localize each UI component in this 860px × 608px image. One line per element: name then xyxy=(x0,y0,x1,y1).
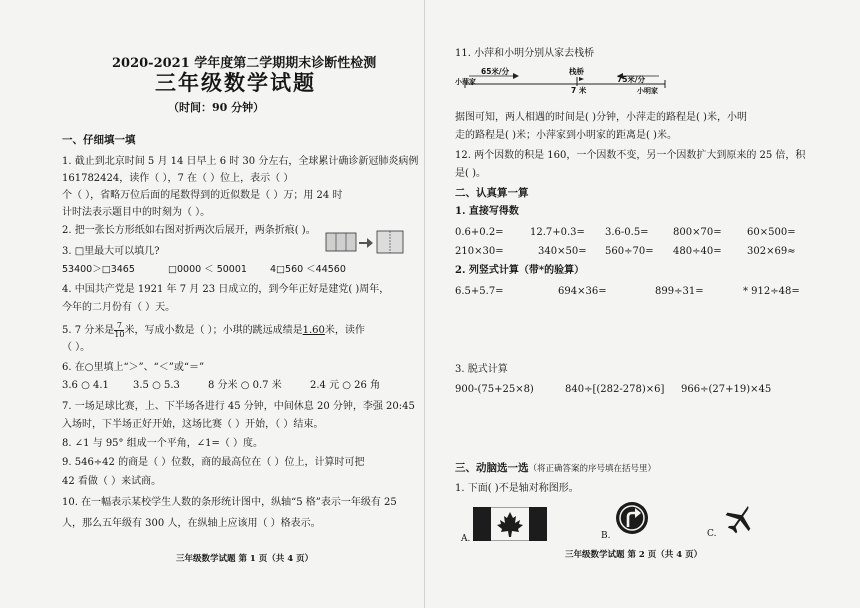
calc-r1-3: 800×70= xyxy=(673,227,722,238)
q2-text: 2. 把一张长方形纸如右图对折两次后展开，两条折痕( )。 xyxy=(62,225,316,236)
vertical-calc-2: 899÷31= xyxy=(655,286,704,297)
exam-header: 2020-2021 学年度第二学期期末诊断性检测 xyxy=(112,56,377,71)
sub2-heading: 2. 列竖式计算（带*的验算） xyxy=(455,265,585,276)
section1-heading: 一、仔细填一填 xyxy=(62,134,136,146)
left-footer: 三年级数学试题 第 1 页（共 4 页） xyxy=(176,554,314,564)
step-calc-2: 966÷(27+19)×45 xyxy=(681,384,772,395)
q9-line1: 9. 546÷42 的商是（ ）位数，商的最高位在（ ）位上，计算时可把 xyxy=(62,457,365,468)
time-note: （时间：90 分钟） xyxy=(168,101,265,114)
q5-jump-value: 1.60 xyxy=(302,325,325,336)
choice-q1: 1. 下面( )不是轴对称图形。 xyxy=(455,483,579,494)
q11-text: 11. 小萍和小明分别从家去栈桥 xyxy=(455,48,595,59)
q1-line2: 161782424，读作（ ），7 在（ ）位上，表示（ ） xyxy=(62,173,294,184)
fraction-numerator: 7 xyxy=(114,322,124,331)
q1-line1: 1. 截止到北京时间 5 月 14 日早上 6 时 30 分左右，全球累计确诊新冠肺炎病例 xyxy=(62,156,419,167)
vertical-calc-1: 694×36= xyxy=(558,286,607,297)
sub3-heading: 3. 脱式计算 xyxy=(455,364,508,375)
q6-item-c: 8 分米 ○ 0.7 米 xyxy=(208,380,282,391)
q5-end: 米，读作 xyxy=(324,325,365,336)
step-calc-0: 900-(75+25×8) xyxy=(455,384,534,395)
home-right-label: 小明家 xyxy=(637,87,658,95)
calc-r1-1: 12.7+0.3= xyxy=(530,227,585,238)
q10-line2: 人，那么五年级有 300 人，在纵轴上应该用（ ）格表示。 xyxy=(62,518,321,529)
calc-r1-4: 60×500= xyxy=(747,227,796,238)
bridge-label: 栈桥 xyxy=(569,67,584,76)
exam-title: 三年级数学试题 xyxy=(155,70,316,95)
q4-line1: 4. 中国共产党是 1921 年 7 月 23 日成立的，到今年正好是建党( )周年， xyxy=(62,284,390,295)
q3-item-c: 4□560 ＜44560 xyxy=(270,264,346,275)
calc-r2-0: 210×30= xyxy=(455,246,504,257)
q6-text: 6. 在○里填上“＞”、“＜”或“＝” xyxy=(62,362,205,373)
calc-r2-1: 340×50= xyxy=(538,246,587,257)
q3-text: 3. □里最大可以填几? xyxy=(62,246,160,257)
fraction-denominator: 10 xyxy=(114,330,125,339)
fraction-7-10 xyxy=(114,322,124,339)
vertical-calc-3: * 912÷48= xyxy=(743,286,800,297)
q5-middle: 米，写成小数是（ ）；小琪的跳远成绩是 xyxy=(124,325,303,336)
q5-line1 xyxy=(62,322,365,339)
q4-line2: 今年的二月份有（ ）天。 xyxy=(62,302,176,313)
q12-line1: 12. 两个因数的积是 160，一个因数不变，另一个因数扩大到原来的 25 倍，积 xyxy=(455,150,806,161)
section3-note: （将正确答案的序号填在括号里） xyxy=(528,464,657,474)
home-left-label: 小萍家 xyxy=(455,78,476,86)
speed-left-label: 65米/分 xyxy=(481,67,510,76)
diagram-time-label: 7 米 xyxy=(571,86,587,95)
q3-item-b: □0000 ＜ 50001 xyxy=(168,264,247,275)
option-c-label: C. xyxy=(707,529,717,539)
q6-item-d: 2.4 元 ○ 26 角 xyxy=(310,380,381,391)
q5-prefix: 5. 7 分米是 xyxy=(62,325,115,336)
q1-line3: 个（ ），省略万位后面的尾数得到的近似数是（ ）万；用 24 时 xyxy=(62,190,343,201)
sub1-heading: 1. 直接写得数 xyxy=(455,206,519,217)
q7-line1: 7. 一场足球比赛，上、下半场各进行 45 分钟，中间休息 20 分钟，李强 20:45 xyxy=(62,401,415,412)
q12-line2: 是( )。 xyxy=(455,168,486,179)
section2-heading: 二、认真算一算 xyxy=(455,187,529,199)
canada-flag-icon xyxy=(473,507,547,541)
option-a-label: A. xyxy=(461,534,471,544)
q9-line2: 42 看做（ ）来试商。 xyxy=(62,476,162,487)
q11-line1: 据图可知，两人相遇的时间是( )分钟，小萍走的路程是( )米，小明 xyxy=(455,112,747,123)
calc-r2-4: 302×69≈ xyxy=(747,246,796,257)
q1-line4: 计时法表示题目中的时刻为（ ）。 xyxy=(62,207,211,218)
turn-right-sign-icon xyxy=(615,501,649,535)
calc-r1-2: 3.6-0.5= xyxy=(605,227,649,238)
left-page xyxy=(0,0,425,608)
right-page xyxy=(425,0,860,608)
q6-item-a: 3.6 ○ 4.1 xyxy=(62,380,109,391)
q8-text: 8. ∠1 与 95° 组成一个平角，∠1=（ ）度。 xyxy=(62,438,264,449)
q7-line2: 入场时，下半场正好开始，这场比赛（ ）开始，（ ）结束。 xyxy=(62,419,324,430)
section3-line xyxy=(455,462,656,475)
section3-heading: 三、动脑选一选 xyxy=(455,462,529,474)
calc-r2-3: 480÷40= xyxy=(673,246,722,257)
q5-line2: （ ）。 xyxy=(62,342,91,353)
vertical-calc-0: 6.5+5.7= xyxy=(455,286,504,297)
folded-paper-figure xyxy=(325,228,405,256)
option-b-label: B. xyxy=(601,531,611,541)
right-footer: 三年级数学试题 第 2 页（共 4 页） xyxy=(565,550,703,560)
step-calc-1: 840÷[(282-278)×6] xyxy=(565,384,665,395)
q6-item-b: 3.5 ○ 5.3 xyxy=(133,380,180,391)
calc-r2-2: 560÷70= xyxy=(605,246,654,257)
calc-r1-0: 0.6+0.2= xyxy=(455,227,504,238)
speed-right-label: 75米/分 xyxy=(617,75,646,84)
q3-item-a: 53400＞□3465 xyxy=(62,264,135,275)
q11-line2: 走的路程是( )米；小萍家到小明家的距离是( )米。 xyxy=(455,130,677,141)
q10-line1: 10. 在一幅表示某校学生人数的条形统计图中，纵轴“5 格”表示一年级有 25 xyxy=(62,497,397,508)
airplane-icon xyxy=(722,503,758,535)
